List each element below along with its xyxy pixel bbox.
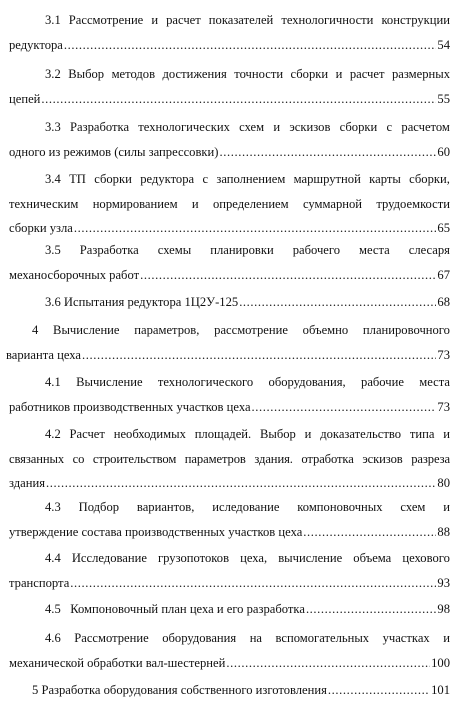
word: иследование	[212, 500, 280, 514]
page-number: 93	[437, 575, 450, 590]
word: 4.1	[45, 375, 61, 389]
page-number: 100	[431, 655, 450, 670]
word: планировочного	[362, 323, 450, 337]
page-number: 54	[437, 37, 450, 52]
page-number: 67	[437, 267, 450, 282]
leader-dots	[226, 651, 430, 676]
toc-entry-3-2	[9, 62, 450, 111]
word: объемно	[302, 323, 349, 337]
word: и	[443, 631, 450, 645]
word: Разработка	[79, 243, 139, 257]
word: методов	[111, 67, 156, 81]
toc-entry-text: 4.5 Компоновочный план цеха и его разработка	[45, 602, 305, 616]
leader-dots	[252, 395, 437, 420]
word: вспомогательных	[275, 631, 370, 645]
toc-entry-last-line	[9, 87, 450, 112]
word: 4.2	[45, 427, 61, 441]
word: параметров,	[134, 323, 200, 337]
word: техническим	[9, 196, 79, 211]
word: типа	[409, 427, 435, 441]
word: схем	[239, 120, 265, 134]
toc-entry-4-6	[9, 626, 450, 675]
page-number: 101	[431, 683, 450, 697]
word: рассмотрение	[214, 323, 288, 337]
word: сборки	[290, 67, 329, 81]
toc-entry-text: здания	[9, 476, 46, 490]
toc-entry-5	[4, 678, 450, 703]
toc-entry-line	[9, 447, 450, 472]
page-number: 65	[437, 221, 450, 235]
word: 4	[32, 323, 39, 337]
toc-entry-4-4	[9, 546, 450, 595]
page-number: 73	[437, 347, 450, 362]
toc-entry-text: работников производственных участков цеха	[9, 399, 251, 414]
word: точности	[234, 67, 284, 81]
toc-entry-4	[6, 318, 450, 367]
leader-dots	[140, 263, 436, 288]
page-number: 60	[437, 144, 450, 159]
word: маршрутной	[293, 172, 361, 186]
word: места	[419, 375, 450, 389]
word: расчет	[349, 67, 385, 81]
toc-entry-text: утверждение состава производственных участков цеха	[9, 524, 303, 539]
word: со	[72, 451, 85, 466]
toc-entry-3-4	[9, 167, 450, 241]
toc-entry-last-line	[9, 651, 450, 676]
toc-entry-last-line	[9, 571, 450, 596]
toc-entry-last-line	[9, 471, 450, 496]
word: определением	[212, 196, 289, 211]
toc-entry-last-line	[9, 520, 450, 545]
leader-dots	[41, 87, 436, 112]
word: эскизов	[289, 120, 331, 134]
word: оборудования	[162, 631, 237, 645]
page-number: 68	[437, 295, 450, 309]
toc-entry-4-2	[9, 422, 450, 496]
word: редуктора	[140, 172, 195, 186]
word: 4.4	[45, 551, 61, 565]
word: связанных	[9, 451, 65, 466]
toc-entry-line	[9, 8, 450, 33]
toc-entry-single-line	[4, 678, 450, 703]
word: 3.4	[45, 172, 61, 186]
word: слесаря	[408, 243, 450, 257]
toc-entry-last-line	[9, 33, 450, 58]
word: рабочие	[361, 375, 404, 389]
word: строительством	[92, 451, 177, 466]
word: технологичности	[281, 13, 374, 27]
toc-entry-text: одного из режимов (силы запрессовки)	[9, 144, 219, 159]
toc-entry-text: 5 Разработка оборудования собственного изготовления	[32, 683, 327, 697]
word: ТП	[69, 172, 86, 186]
word: объема	[353, 551, 392, 565]
word: необходимых	[113, 427, 186, 441]
word: Выбор	[259, 427, 296, 441]
leader-dots	[82, 343, 436, 368]
toc-entry-text: редуктора	[9, 37, 63, 52]
leader-dots	[219, 140, 436, 165]
toc-entry-line	[9, 115, 450, 140]
toc-entry-line	[9, 62, 450, 87]
word: с	[386, 120, 393, 134]
word: доказательство	[320, 427, 402, 441]
page-number: 55	[437, 91, 450, 106]
toc-entry-text: цепей	[9, 91, 41, 106]
word: с	[202, 172, 209, 186]
word: сборки,	[409, 172, 450, 186]
toc-entry-4-1	[9, 370, 450, 419]
page-number: 88	[437, 524, 450, 539]
toc-entry-3-5	[9, 238, 450, 287]
word: и	[304, 427, 312, 441]
word: оборудования,	[268, 375, 346, 389]
word: цеха,	[240, 551, 268, 565]
toc-entry-line	[9, 495, 450, 520]
word: на	[249, 631, 263, 645]
word: и	[151, 13, 159, 27]
word: Выбор	[68, 67, 105, 81]
toc-entry-line	[9, 370, 450, 395]
word: отработка	[301, 451, 354, 466]
word: размерных	[391, 67, 450, 81]
word: Рассмотрение	[74, 631, 149, 645]
toc-entry-last-line	[6, 343, 450, 368]
leader-dots	[74, 216, 437, 241]
toc-entry-3-1	[9, 8, 450, 57]
toc-entry-line	[9, 238, 450, 263]
toc-entry-text: механической обработки вал-шестерней	[9, 655, 226, 670]
word: вычисление	[278, 551, 343, 565]
word: сборки	[339, 120, 378, 134]
word: вариантов,	[136, 500, 195, 514]
toc-entry-line	[9, 167, 450, 192]
toc-entry-last-line	[9, 140, 450, 165]
word: площадей.	[194, 427, 252, 441]
toc-entry-last-line	[9, 263, 450, 288]
word: Исследование	[71, 551, 147, 565]
toc-entry-4-3	[9, 495, 450, 544]
word: Разработка	[70, 120, 130, 134]
word: технологических	[138, 120, 230, 134]
toc-entry-line	[9, 422, 450, 447]
word: показателей	[208, 13, 274, 27]
leader-dots	[239, 290, 436, 315]
word: эскизов	[362, 451, 403, 466]
word: карты	[369, 172, 401, 186]
word: параметров	[184, 451, 246, 466]
toc-entry-line	[6, 318, 450, 343]
toc-entry-line	[9, 626, 450, 651]
toc-entry-line	[9, 546, 450, 571]
toc-entry-last-line	[9, 216, 450, 241]
leader-dots	[328, 678, 430, 703]
leader-dots	[64, 33, 437, 58]
toc-entry-text: механосборочных работ	[9, 267, 140, 282]
word: Рассмотрение	[68, 13, 144, 27]
word: Подбор	[78, 500, 120, 514]
word: 3.3	[45, 120, 61, 134]
word: разреза	[411, 451, 450, 466]
word: 3.2	[45, 67, 61, 81]
word: 3.1	[45, 13, 61, 27]
word: сборки	[94, 172, 132, 186]
word: и	[273, 120, 281, 134]
page-number: 80	[437, 476, 450, 490]
toc-entry-text: 3.6 Испытания редуктора 1Ц2У-125	[45, 295, 239, 309]
word: нормированием	[92, 196, 178, 211]
word: планировки	[210, 243, 274, 257]
toc-entry-text: транспорта	[9, 575, 70, 590]
word: трудоемкости	[376, 196, 450, 211]
word: схем	[400, 500, 426, 514]
word: Вычисление	[53, 323, 120, 337]
word: здания.	[254, 451, 293, 466]
word: 4.6	[45, 631, 61, 645]
toc-entry-single-line	[9, 597, 450, 622]
word: участках	[382, 631, 430, 645]
word: конструкции	[381, 13, 450, 27]
word: расчетом	[401, 120, 450, 134]
toc-entry-4-5	[9, 597, 450, 622]
toc-entry-3-3	[9, 115, 450, 164]
leader-dots	[306, 597, 436, 622]
leader-dots	[46, 471, 436, 496]
page-number: 98	[437, 602, 450, 616]
word: компоновочных	[297, 500, 383, 514]
word: рабочего	[292, 243, 341, 257]
word: и	[443, 427, 450, 441]
word: 4.3	[45, 500, 61, 514]
word: суммарной	[302, 196, 363, 211]
word: Вычисление	[76, 375, 143, 389]
word: расчет	[166, 13, 201, 27]
toc-entry-single-line	[9, 290, 450, 315]
leader-dots	[70, 571, 436, 596]
toc-entry-3-6	[9, 290, 450, 315]
toc-entry-last-line	[9, 395, 450, 420]
word: и	[191, 196, 199, 211]
word: места	[359, 243, 390, 257]
word: технологического	[157, 375, 254, 389]
word: цехового	[402, 551, 450, 565]
word: и	[335, 67, 343, 81]
toc-entry-text: сборки узла	[9, 221, 73, 235]
leader-dots	[303, 520, 436, 545]
word: достижения	[162, 67, 227, 81]
word: схемы	[157, 243, 192, 257]
toc-entry-text: варианта цеха	[6, 347, 82, 362]
word: заполнением	[216, 172, 286, 186]
toc-entry-line	[9, 192, 450, 217]
word: 3.5	[45, 243, 61, 257]
word: и	[443, 500, 450, 514]
word: грузопотоков	[158, 551, 230, 565]
page-number: 73	[437, 399, 450, 414]
word: Расчет	[69, 427, 105, 441]
